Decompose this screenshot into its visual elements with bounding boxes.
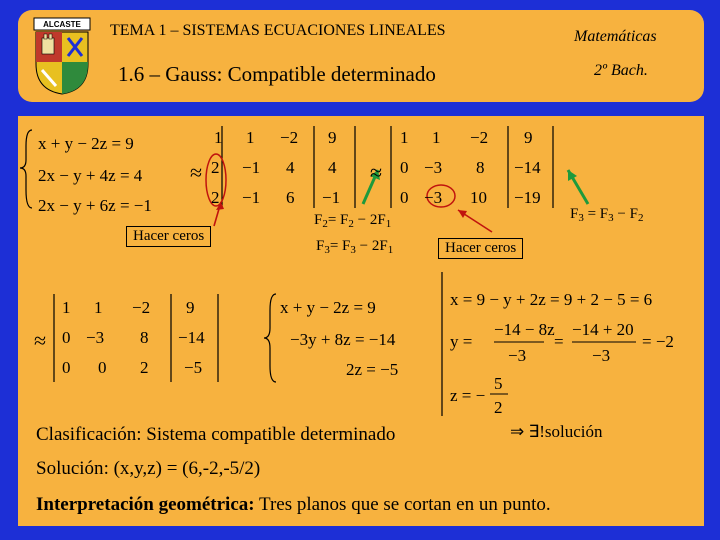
m3-r2c2: −3 <box>86 328 105 347</box>
m3-r1c2: 1 <box>94 298 103 317</box>
solution-y-prefix: y = <box>450 332 473 351</box>
m2-r3c1: 0 <box>400 188 409 207</box>
m2-r1c1: 1 <box>400 128 409 147</box>
m1-r2c3: 4 <box>286 158 295 177</box>
implies-unique-solution: ⇒ ∃!solución <box>510 422 603 441</box>
subject-label: Matemáticas <box>574 28 657 45</box>
m1-r3c2: −1 <box>242 188 261 207</box>
m3-r3c1: 0 <box>62 358 71 377</box>
m1-r2c2: −1 <box>242 158 261 177</box>
m3-r3c3: 2 <box>140 358 149 377</box>
hacer-ceros-label-2: Hacer ceros <box>438 238 523 259</box>
m3-r3c2: 0 <box>98 358 107 377</box>
solution-y-den1: −3 <box>508 346 527 365</box>
solution-y-eq: = <box>554 332 564 351</box>
m3-r3c4: −5 <box>184 358 203 377</box>
m2-r2c1: 0 <box>400 158 409 177</box>
m1-r3c4: −1 <box>322 188 341 207</box>
hacer-ceros-label-1: Hacer ceros <box>126 226 211 247</box>
solution-y-den2: −3 <box>592 346 611 365</box>
m3-r2c3: 8 <box>140 328 149 347</box>
m1-r1c4: 9 <box>328 128 337 147</box>
m2-r3c3: 10 <box>470 188 487 207</box>
svg-text:ALCASTE: ALCASTE <box>43 20 81 29</box>
solution-z-prefix: z = − <box>450 386 486 405</box>
m3-r2c4: −14 <box>178 328 205 347</box>
system1-eq3: 2x − y + 6z = −1 <box>38 196 152 215</box>
solution-line: Solución: (x,y,z) = (6,-2,-5/2) <box>36 458 261 479</box>
m1-r1c2: 1 <box>246 128 255 147</box>
row-op-f2: $F_2= F_2 - 2F_1$ <box>314 212 392 230</box>
m1-r2c1: 2 <box>211 158 220 177</box>
m1-r3c1: 2 <box>211 188 220 207</box>
m2-r3c4: −19 <box>514 188 541 207</box>
solution-y-num2: −14 + 20 <box>572 320 634 339</box>
slide-subtitle: 1.6 – Gauss: Compatible determinado <box>118 62 436 86</box>
m1-r3c3: 6 <box>286 188 295 207</box>
m2-r2c3: 8 <box>476 158 485 177</box>
brace-system2 <box>264 294 276 382</box>
m2-r3c2: −3 <box>424 188 443 207</box>
slide-title: TEMA 1 – SISTEMAS ECUACIONES LINEALES <box>110 22 446 39</box>
row-op-f3-second: $F_3 = F_3 - F_2$ <box>570 206 644 224</box>
row-op-f3: $F_3= F_3 - 2F_1$ <box>316 238 394 256</box>
header-banner <box>18 10 704 102</box>
approx-symbol-2: ≈ <box>370 160 383 185</box>
system1-eq2: 2x − y + 4z = 4 <box>38 166 143 185</box>
system2-eq1: x + y − 2z = 9 <box>280 298 376 317</box>
course-label: 2º Bach. <box>594 62 648 79</box>
solution-z-num: 5 <box>494 374 503 393</box>
m2-r1c4: 9 <box>524 128 533 147</box>
system2-eq2: −3y + 8z = −14 <box>290 330 396 349</box>
m2-r2c2: −3 <box>424 158 443 177</box>
m1-r1c3: −2 <box>280 128 299 147</box>
classification-line: Clasificación: Sistema compatible determinado <box>36 424 396 445</box>
m1-r1c1: 1 <box>214 128 223 147</box>
solution-z-den: 2 <box>494 398 503 417</box>
m2-r1c2: 1 <box>432 128 441 147</box>
school-logo <box>32 16 92 96</box>
brace-system1 <box>20 130 32 208</box>
m3-r1c3: −2 <box>132 298 151 317</box>
system2-eq3: 2z = −5 <box>346 360 399 379</box>
m2-r1c3: −2 <box>470 128 489 147</box>
m1-r2c4: 4 <box>328 158 337 177</box>
interpretation-line: Interpretación geométrica: Tres planos que se cortan en un punto. <box>36 494 551 515</box>
m3-r2c1: 0 <box>62 328 71 347</box>
m2-r2c4: −14 <box>514 158 541 177</box>
solution-y-result: = −2 <box>642 332 674 351</box>
approx-symbol-1: ≈ <box>190 160 203 185</box>
solution-y-num1: −14 − 8z <box>494 320 555 339</box>
approx-symbol-3: ≈ <box>34 328 47 353</box>
system1-eq1: x + y − 2z = 9 <box>38 134 134 153</box>
solution-x-line: x = 9 − y + 2z = 9 + 2 − 5 = 6 <box>450 290 653 309</box>
m3-r1c4: 9 <box>186 298 195 317</box>
content-panel <box>18 116 704 526</box>
m3-r1c1: 1 <box>62 298 71 317</box>
